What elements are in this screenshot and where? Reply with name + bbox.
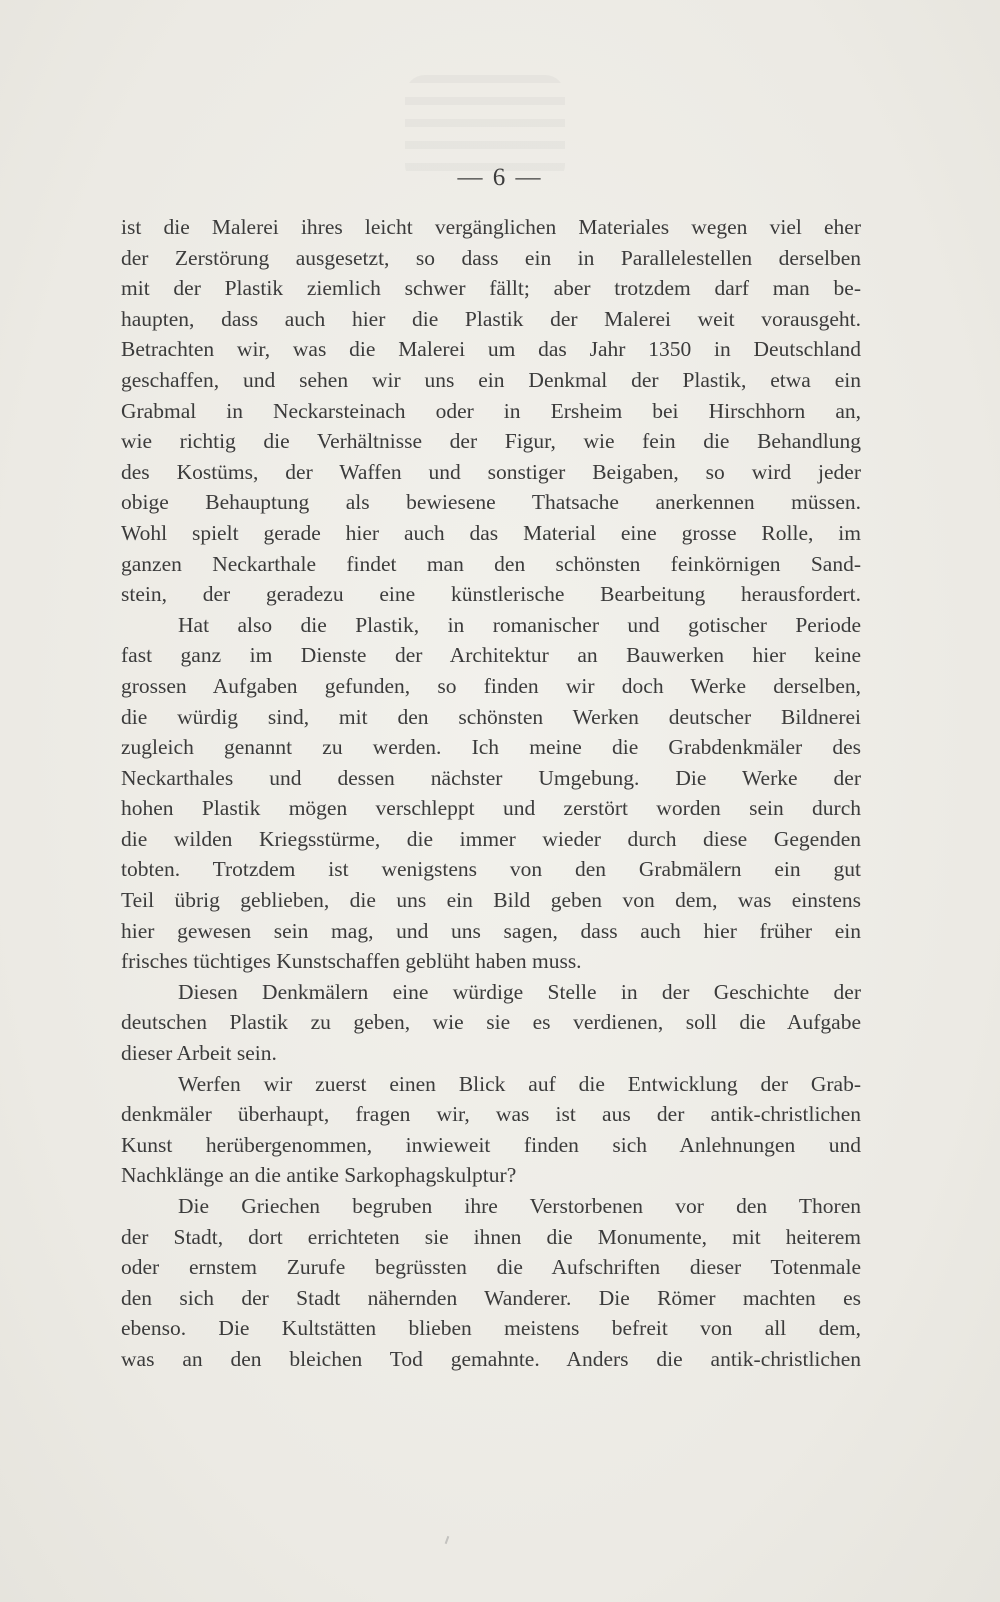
text-line: die würdig sind, mit den schönsten Werken deutscher Bildnerei xyxy=(121,704,861,729)
text-line: Betrachten wir, was die Malerei um das Jahr 1350 in Deutschland xyxy=(121,337,861,362)
text-line: ganzen Neckarthale findet man den schönsten feinkörnigen Sand- xyxy=(121,551,861,576)
text-line: der Zerstörung ausgesetzt, so dass ein in Parallelestellen derselben xyxy=(121,245,861,270)
text-line: stein, der geradezu eine künstlerische Bearbeitung herausfordert. xyxy=(121,582,861,607)
text-line: Nachklänge an die antike Sarkophagskulptur? xyxy=(121,1163,517,1188)
text-line: Wohl spielt gerade hier auch das Material eine grosse Rolle, im xyxy=(121,520,861,545)
text-line: oder ernstem Zurufe begrüssten die Aufschriften dieser Totenmale xyxy=(121,1255,861,1280)
text-line: deutschen Plastik zu geben, wie sie es verdienen, soll die Aufgabe xyxy=(121,1010,861,1035)
text-line: hohen Plastik mögen verschleppt und zerstört worden sein durch xyxy=(121,796,861,821)
text-line: den sich der Stadt nähernden Wanderer. Die Römer machten es xyxy=(121,1285,861,1310)
text-line: zugleich genannt zu werden. Ich meine die Grabdenkmäler des xyxy=(121,735,861,760)
text-line: ebenso. Die Kultstätten blieben meistens befreit von all dem, xyxy=(121,1316,861,1341)
text-line: frisches tüchtiges Kunstschaffen geblüht haben muss. xyxy=(121,949,582,974)
text-line: denkmäler überhaupt, fragen wir, was ist aus der antik-christlichen xyxy=(121,1102,861,1127)
text-line: wie richtig die Verhältnisse der Figur, wie fein die Behandlung xyxy=(121,429,861,454)
text-line: die wilden Kriegsstürme, die immer wieder durch diese Gegenden xyxy=(121,826,861,851)
text-line: Grabmal in Neckarsteinach oder in Ersheim bei Hirschhorn an, xyxy=(121,398,861,423)
text-line: mit der Plastik ziemlich schwer fällt; aber trotzdem darf man be- xyxy=(121,276,861,301)
text-line: dieser Arbeit sein. xyxy=(121,1041,277,1066)
text-line: Neckarthales und dessen nächster Umgebung. Die Werke der xyxy=(121,765,861,790)
text-line: grossen Aufgaben gefunden, so finden wir doch Werke derselben, xyxy=(121,673,861,698)
text-line: Hat also die Plastik, in romanischer und gotischer Periode xyxy=(178,612,861,637)
text-line: Diesen Denkmälern eine würdige Stelle in der Geschichte der xyxy=(178,979,861,1004)
text-line: des Kostüms, der Waffen und sonstiger Beigaben, so wird jeder xyxy=(121,459,861,484)
text-line: der Stadt, dort errichteten sie ihnen die Monumente, mit heiterem xyxy=(121,1224,861,1249)
text-line: Die Griechen begruben ihre Verstorbenen vor den Thoren xyxy=(178,1194,861,1218)
text-line: hier gewesen sein mag, und uns sagen, dass auch hier früher ein xyxy=(121,918,861,943)
text-line: Kunst herübergenommen, inwieweit finden sich Anlehnungen und xyxy=(121,1132,861,1157)
text-line: haupten, dass auch hier die Plastik der Malerei weit vorausgeht. xyxy=(121,306,861,331)
text-line: Teil übrig geblieben, die uns ein Bild geben von dem, was einstens xyxy=(121,888,861,913)
text-line: was an den bleichen Tod gemahnte. Anders die antik-christlichen xyxy=(121,1346,861,1371)
page-number: — 6 — xyxy=(457,164,543,191)
text-line: geschaffen, und sehen wir uns ein Denkmal der Plastik, etwa ein xyxy=(121,367,861,392)
text-line: Werfen wir zuerst einen Blick auf die Entwicklung der Grab- xyxy=(178,1071,861,1096)
text-line: fast ganz im Dienste der Architektur an Bauwerken hier keine xyxy=(121,643,861,668)
paper-speck xyxy=(445,1536,450,1544)
text-line: ist die Malerei ihres leicht vergänglichen Materiales wegen viel eher xyxy=(121,215,861,239)
text-line: obige Behauptung als bewiesene Thatsache anerkennen müssen. xyxy=(121,490,861,515)
text-line: tobten. Trotzdem ist wenigstens von den Grabmälern ein gut xyxy=(121,857,861,882)
body-text xyxy=(121,212,861,1375)
